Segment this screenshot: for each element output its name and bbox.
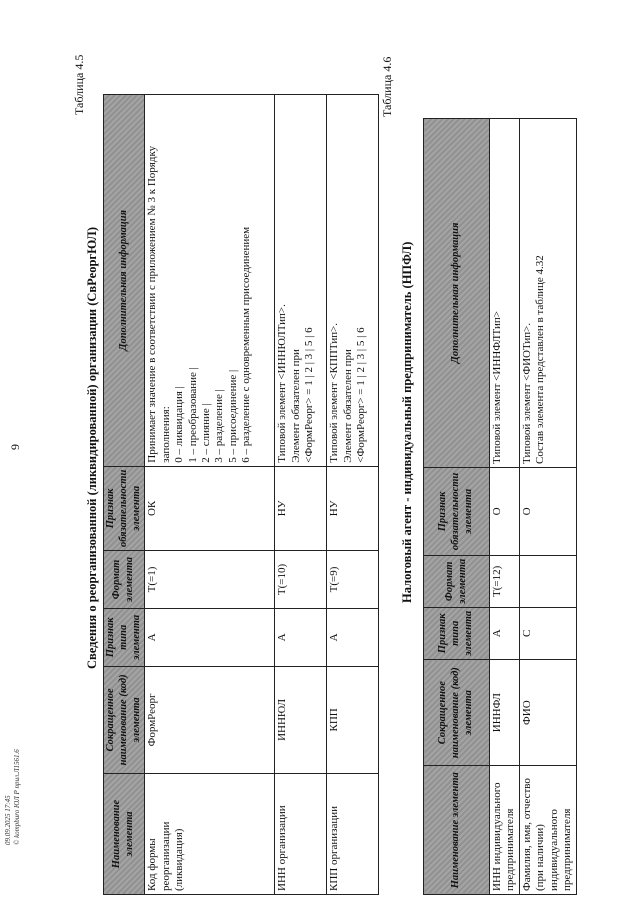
cell-format: Т(=10) xyxy=(275,551,327,609)
info-line: Принимает значение в соответствии с приложением № 3 к Порядку заполнения: xyxy=(146,145,172,463)
cell-info xyxy=(145,95,275,467)
info-line: 2 – слияние | xyxy=(200,403,213,463)
info-line: Элемент обязателен при xyxy=(289,349,302,463)
header-cell: Признак обязательности элемента xyxy=(424,467,490,555)
info-line: Типовой элемент <ФИОТип>. xyxy=(521,322,533,464)
cell-type: А xyxy=(275,608,327,666)
cell-name: ИНН организации xyxy=(275,774,327,895)
table-4-5-title: Сведения о реорганизованной (ликвидированной) организации (СвРеоргЮЛ) xyxy=(85,227,99,669)
cell-code: ФИО xyxy=(520,659,577,766)
cell-format xyxy=(520,555,577,607)
cell-info xyxy=(275,95,327,467)
cell-required: О xyxy=(490,467,520,555)
header-cell: Формат элемента xyxy=(424,555,490,607)
cell-required: О xyxy=(520,467,577,555)
table-4-6-title: Налоговый агент - индивидуальный предприниматель (НПФЛ) xyxy=(400,241,414,603)
info-line: Состав элемента представлен в таблице 4.32 xyxy=(534,255,547,464)
cell-info xyxy=(327,95,379,467)
cell-info xyxy=(520,119,577,468)
footer-source: © kompburo ЮЛ Р прил.Л1561.6 xyxy=(12,749,21,845)
cell-name: Код формы реорганизации (ликвидация) xyxy=(145,774,275,895)
header-cell: Признак обязательности элемента xyxy=(104,466,145,550)
info-line: 3 – разделение | xyxy=(213,389,226,463)
table-row xyxy=(490,119,520,895)
cell-code: ИННЮЛ xyxy=(275,666,327,773)
info-line: 6 – разделение с одновременным присоединением xyxy=(240,226,253,463)
cell-name: КПП организации xyxy=(327,774,379,895)
footer-timestamp: 09.09.2025 17:45 xyxy=(4,795,12,845)
table-row xyxy=(275,95,327,895)
info-line: Типовой элемент <КППТип>. xyxy=(328,322,341,463)
cell-code: КПП xyxy=(327,666,379,773)
cell-type: С xyxy=(520,607,577,659)
cell-name: Фамилия, имя, отчество (при наличии) индивидуального предпринимателя xyxy=(520,766,577,895)
page-footer xyxy=(4,705,22,845)
cell-type: А xyxy=(490,607,520,659)
header-cell: Признак типа элемента xyxy=(104,608,145,666)
info-line: 0 – ликвидация | xyxy=(173,386,186,463)
cell-required: ОК xyxy=(145,466,275,550)
table-4-6 xyxy=(423,118,577,895)
table-row xyxy=(327,95,379,895)
page-number: 9 xyxy=(8,444,22,450)
cell-required: НУ xyxy=(327,466,379,550)
cell-code: ФормРеорг xyxy=(145,666,275,773)
info-line: Типовой элемент <ИННФЛТип> xyxy=(491,311,503,464)
header-cell: Наименование элемента xyxy=(104,774,145,895)
header-cell: Сокращенное наименование (код) элемента xyxy=(424,659,490,766)
table-4-6-caption: Таблица 4.6 xyxy=(380,56,394,117)
table-header-row xyxy=(104,95,145,895)
info-line: <ФормРеорг> = 1 | 2 | 3 | 5 | 6 xyxy=(303,327,316,463)
header-cell: Наименование элемента xyxy=(424,766,490,895)
header-cell: Дополнительная информация xyxy=(104,95,145,467)
info-line: <ФормРеорг> = 1 | 2 | 3 | 5 | 6 xyxy=(355,327,368,463)
cell-format: Т(=9) xyxy=(327,551,379,609)
cell-required: НУ xyxy=(275,466,327,550)
header-cell: Сокращенное наименование (код) элемента xyxy=(104,666,145,773)
table-header-row xyxy=(424,119,490,895)
info-line: Элемент обязателен при xyxy=(341,349,354,463)
cell-type: А xyxy=(327,608,379,666)
info-line: 5 – присоединение | xyxy=(226,369,239,463)
cell-code: ИННФЛ xyxy=(490,659,520,766)
header-cell: Формат элемента xyxy=(104,551,145,609)
info-line: 1 – преобразование | xyxy=(186,367,199,463)
cell-info xyxy=(490,119,520,468)
info-line: Типовой элемент <ИННЮЛТип>. xyxy=(276,304,289,463)
cell-name: ИНН индивидуального предпринимателя xyxy=(490,766,520,895)
cell-format: Т(=1) xyxy=(145,551,275,609)
cell-type: А xyxy=(145,608,275,666)
cell-format: Т(=12) xyxy=(490,555,520,607)
table-row xyxy=(145,95,275,895)
header-cell: Признак типа элемента xyxy=(424,607,490,659)
table-4-5-caption: Таблица 4.5 xyxy=(72,54,86,115)
header-cell: Дополнительная информация xyxy=(424,119,490,468)
table-4-5 xyxy=(103,94,379,895)
table-row xyxy=(520,119,577,895)
